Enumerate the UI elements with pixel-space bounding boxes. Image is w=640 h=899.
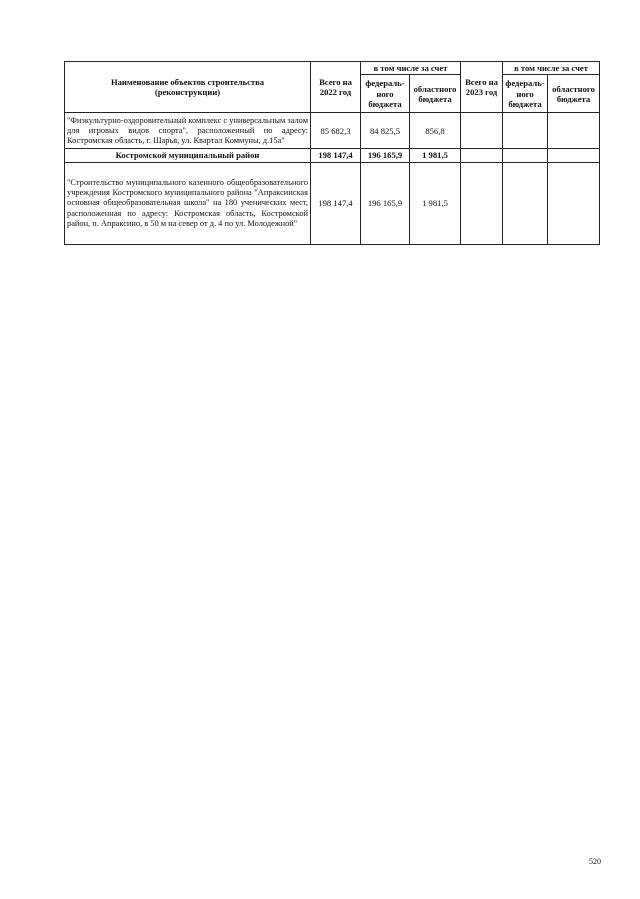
row-regional-2023 [548, 162, 600, 244]
row-name: "Строительство муниципального казенного общеобразовательного учреждения Костромского муниципального района "Апраксинская основная общеобразовательная школа" на 180 ученических мест, расположенная по адресу: Костромская область, Костромской район, п. Апраксино, в 50 м на север от д. 4 по ул. Молодежной" [65, 162, 311, 244]
header-regional-2022: областного бюджета [410, 75, 461, 113]
header-incl-2022: в том числе за счет [361, 62, 461, 75]
district-regional-2022: 1 981,5 [410, 149, 461, 162]
header-regional-2023: областного бюджета [548, 75, 600, 113]
district-regional-2023 [548, 149, 600, 162]
row-federal-2022: 84 825,5 [361, 113, 410, 149]
header-federal-2022: федераль-ного бюджета [361, 75, 410, 113]
table-row-district [65, 149, 600, 162]
district-total-2022: 198 147,4 [311, 149, 361, 162]
page-number: 520 [589, 857, 601, 866]
row-regional-2023 [548, 113, 600, 149]
district-name: Костромской муниципальный район [65, 149, 311, 162]
row-total-2022: 198 147,4 [311, 162, 361, 244]
header-incl-2023: в том числе за счет [503, 62, 600, 75]
row-regional-2022: 1 981,5 [410, 162, 461, 244]
header-row-1 [65, 62, 600, 75]
district-total-2023 [461, 149, 503, 162]
header-total-2023: Всего на 2023 год [461, 62, 503, 113]
district-federal-2022: 196 165,9 [361, 149, 410, 162]
row-federal-2022: 196 165,9 [361, 162, 410, 244]
row-total-2023 [461, 162, 503, 244]
table-row [65, 162, 600, 244]
header-federal-2023: федераль-ного бюджета [503, 75, 548, 113]
district-federal-2023 [503, 149, 548, 162]
row-total-2022: 85 682,3 [311, 113, 361, 149]
row-federal-2023 [503, 162, 548, 244]
header-total-2022: Всего на 2022 год [311, 62, 361, 113]
row-name: "Физкультурно-оздоровительный комплекс с универсальным залом для игровых видов спорта", расположенный по адресу: Костромская область, г. Шарья, ул. Квартал Коммуны, д.15а" [65, 113, 311, 149]
row-federal-2023 [503, 113, 548, 149]
budget-table [64, 61, 600, 245]
row-regional-2022: 856,8 [410, 113, 461, 149]
table-row [65, 113, 600, 149]
header-name: Наименование объектов строительства (реконструкции) [65, 62, 311, 113]
row-total-2023 [461, 113, 503, 149]
